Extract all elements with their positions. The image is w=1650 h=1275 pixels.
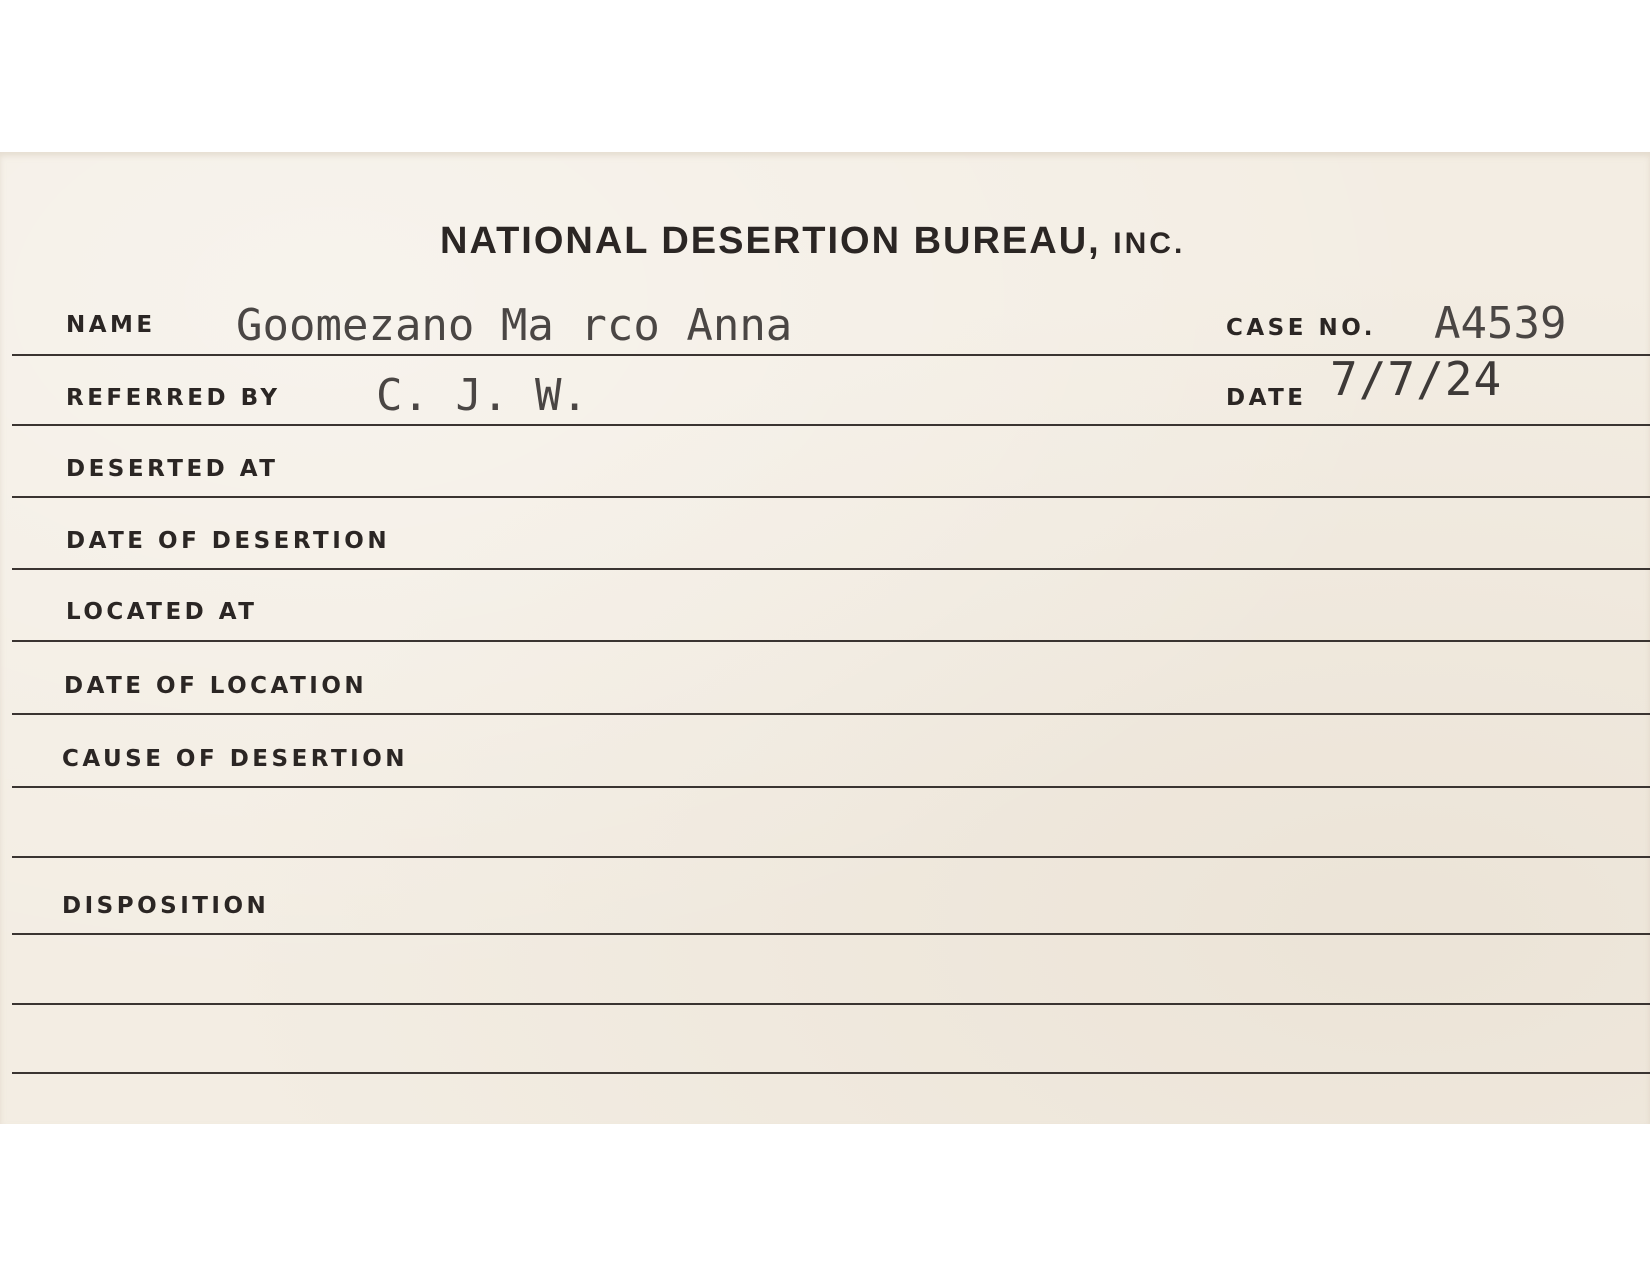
date-of-location-label: DATE OF LOCATION: [64, 673, 368, 699]
disposition-rule: [12, 933, 1650, 935]
card-title: [440, 220, 1185, 263]
deserted-at-label: DESERTED AT: [66, 456, 279, 482]
cause-of-desertion-label: CAUSE OF DESERTION: [62, 746, 409, 772]
date-label: DATE: [1226, 385, 1307, 411]
disposition-rule-3: [12, 1072, 1650, 1074]
date-of-desertion-rule: [12, 568, 1650, 570]
referred-by-label: REFERRED BY: [66, 385, 281, 411]
cause-of-desertion-rule: [12, 786, 1650, 788]
deserted-at-rule: [12, 496, 1650, 498]
date-of-location-rule: [12, 713, 1650, 715]
located-at-rule: [12, 640, 1650, 642]
cause-of-desertion-rule-2: [12, 856, 1650, 858]
name-value: Goomezano Ma rco Anna: [236, 300, 793, 351]
referred-by-value: C. J. W.: [376, 370, 588, 421]
card-title-suffix: INC.: [1113, 227, 1186, 260]
case-no-label: CASE NO.: [1226, 315, 1376, 341]
name-label: NAME: [66, 312, 156, 338]
card-title-text: NATIONAL DESERTION BUREAU,: [440, 220, 1101, 262]
date-of-desertion-label: DATE OF DESERTION: [66, 528, 391, 554]
index-card: [0, 152, 1650, 1124]
referred-by-rule: [12, 424, 1650, 426]
disposition-rule-2: [12, 1003, 1650, 1005]
located-at-label: LOCATED AT: [66, 599, 258, 625]
date-value: 7/7/24: [1330, 352, 1503, 406]
disposition-label: DISPOSITION: [62, 893, 270, 919]
case-no-value: A4539: [1434, 298, 1567, 349]
